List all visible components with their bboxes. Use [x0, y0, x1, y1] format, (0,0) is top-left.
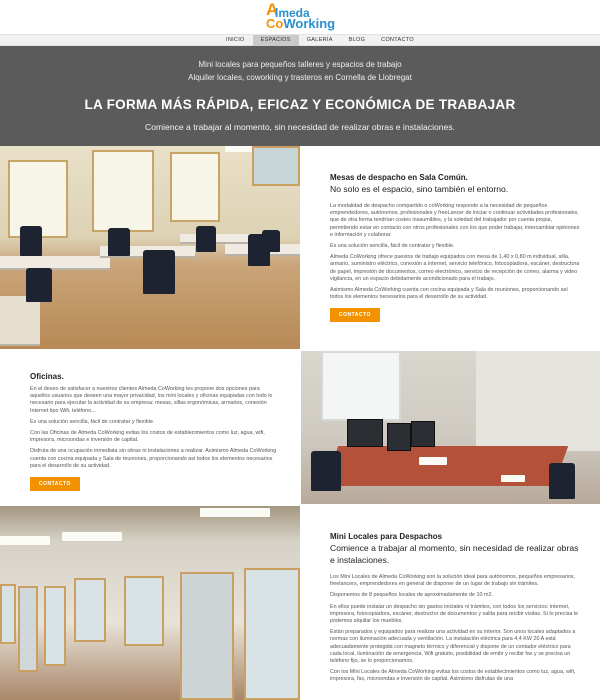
monitor-shape	[347, 419, 383, 447]
door-shape	[18, 586, 38, 672]
chair-shape	[262, 230, 280, 252]
monitor-shape	[411, 421, 435, 447]
chair-shape	[20, 226, 42, 256]
logo-co: Co	[266, 16, 284, 31]
logo-letter-a: A	[266, 0, 279, 19]
section-subtitle: No solo es el espacio, sino también el entorno.	[330, 184, 509, 194]
ceiling-light-shape	[0, 536, 50, 545]
paragraph: Con las Oficinas de Almeda CoWorking evitas los costos de establecimientos como luz, agua, wifi, impresora, microondas e inversión de capital.	[30, 430, 265, 444]
logo-line-1: lmeda	[275, 6, 310, 20]
chair-shape	[26, 268, 52, 302]
paragraph: Con los Mini Locales de Almeda CoWorking evitas los costos de establecimientos como luz, agua, wifi, impresora, fax, microondas e inversión de capital. Asimismo disfrutas de una	[330, 669, 576, 683]
section-title: Oficinas.	[30, 372, 64, 381]
hero-banner	[0, 46, 600, 146]
chair-shape	[196, 226, 216, 252]
paragraph: Los Mini Locales de Almeda CoWorking son la solución ideal para autónomos, pequeños empresarios, freelancers, emprendedores en general de disponer de un lugar de trabajo sin trámites.	[330, 574, 576, 588]
glass-window-shape	[124, 576, 164, 646]
nav-espacios[interactable]: ESPACIOS	[253, 35, 299, 47]
paragraph: Es una solución sencilla, fácil de contratar y flexible.	[330, 243, 455, 250]
desk-shape	[0, 256, 110, 270]
site-header	[0, 0, 600, 34]
door-shape	[244, 568, 300, 700]
hero-title: LA FORMA MÁS RÁPIDA, EFICAZ Y ECONÓMICA DE TRABAJAR	[84, 97, 516, 112]
section-offices	[30, 371, 280, 491]
nav-blog[interactable]: BLOG	[348, 37, 366, 43]
wall-shape	[476, 351, 600, 451]
paragraph: En ellos puede instalar un despacho sin gastos iniciales ni trámites, con todos los servicios: internet, impresora, fotocopiadora, escáner, destructor de documentos y salita para recibir visitas. Si lo precisa le podemos alquilar los muebles.	[330, 603, 579, 625]
section-shared-desks	[330, 172, 580, 322]
glass-window-shape	[74, 578, 106, 642]
nav-inicio[interactable]: INICIO	[226, 37, 245, 43]
door-shape	[180, 572, 234, 700]
main-nav	[0, 34, 600, 46]
paragraph: Disponemos de 8 pequeños locales de aproximadamente de 10 m2.	[330, 592, 494, 599]
ceiling-light-shape	[62, 532, 122, 541]
mini-locals-photo	[0, 506, 300, 700]
coworking-room-photo	[0, 146, 300, 349]
paragraph: La modalidad de despacho compartido o coWorking responde a la necesidad de pequeños emprendedores, autónomos, profesionales y freeLancer de iniciar o continuar actividades profesionales, que de otra forma tendrían costes inasumibles, y la soledad del trabajador por cuenta propia, permitiendo estar en contacto con otros profesionales con los que poder trabajar, intercambiar opiniones e información y colaborar.	[330, 203, 580, 238]
contact-button[interactable]: CONTACTO	[330, 308, 380, 322]
logo-line-2	[266, 17, 335, 30]
chair-shape	[311, 451, 341, 491]
chair-shape	[108, 228, 130, 256]
ceiling-light-shape	[200, 508, 270, 517]
logo[interactable]	[266, 0, 336, 31]
chair-shape	[143, 250, 175, 294]
window-shape	[321, 351, 401, 421]
paragraph: Disfruta de una ocupación inmediata sin obras ni instalaciones a realizar. Asimismo Almeda CoWorking cuenta con cocina equipada y Sala de reuniones, proporcionando así todos los elementos necesarios para el desarrollo de su actividad.	[30, 448, 277, 469]
desk-shape	[324, 446, 569, 486]
paragraph: Asimismo Almeda CoWorking cuenta con cocina equipada y Sala de reuniones, proporcionando así todos los elementos necesarios para el desarrollo de su actividad.	[330, 287, 568, 301]
nav-galeria[interactable]: GALERÍA	[306, 37, 333, 43]
office-photo	[301, 351, 600, 504]
hero-subtitle-1: Mini locales para pequeños talleres y espacios de trabajo	[198, 60, 402, 69]
hero-tagline: Comience a trabajar al momento, sin necesidad de realizar obras e instalaciones.	[144, 122, 456, 132]
paragraph: Almeda CoWorking ofrece puestos de trabajo equipados con mesa de 1,40 x 0,80 m individual, silla, armario, suministro eléctrico, conexión a internet, servicio telefónico, fotocopiadora, escáner, destructora de papel, impresión de documentos, correo electrónico, servicio de recepción de correo, alarma y video vigilancia, en un espacio debidamente acondicionado para el trabajo.	[330, 254, 580, 282]
paragraph: En el deseo de satisfacer a nuestros clientes Almeda CoWorking les propone dos opciones para aquellos usuarios que deseen una mayor privacidad, los mini locales y oficinas equipadas con todo lo necesario para ejecutar la actividad de su empresa: mesas, sillas ergonómicas, armarios, conexión Internet tipo Wifi, teléfono...	[30, 386, 273, 414]
chair-shape	[549, 463, 575, 499]
papers-shape	[419, 457, 447, 465]
monitor-shape	[387, 423, 411, 451]
logo-working: Working	[283, 16, 336, 31]
contact-button[interactable]: CONTACTO	[30, 477, 80, 491]
window-shape	[170, 152, 220, 222]
glass-window-shape	[0, 584, 16, 644]
section-title: Mini Locales para Despachos	[330, 532, 443, 541]
section-title: Mesas de despacho en Sala Común.	[330, 173, 468, 182]
papers-shape	[501, 475, 525, 482]
hero-subtitle-2: Alquiler locales, coworking y trasteros en Cornella de Llobregat	[188, 73, 412, 82]
paragraph: Es una solución sencilla, fácil de contratar y flexible.	[30, 418, 155, 425]
door-shape	[44, 586, 66, 666]
section-mini-locals	[330, 531, 582, 684]
section-subtitle: Comience a trabajar al momento, sin necesidad de realizar obras e instalaciones.	[330, 543, 579, 565]
paragraph: Están preparados y equipados para realizar una actividad en su interior. Son unos locales adaptados a normas con iluminación adecuada y ventilación. La instalación eléctrica para 4,4 KW 20 A está adecuadamente protegida con magneto térmico y diferencial y dispone de un contador eléctrico para cada local, iluminación de emergencia, Wifi gratuito, posibilidad de emitir y recibir fax y se precisa un teléfono fijo, se lo proporcionamos.	[330, 629, 576, 665]
window-shape	[92, 150, 154, 232]
nav-contacto[interactable]: CONTACTO	[381, 37, 414, 43]
desk-shape	[0, 296, 40, 346]
glass-partition-shape	[252, 146, 300, 186]
